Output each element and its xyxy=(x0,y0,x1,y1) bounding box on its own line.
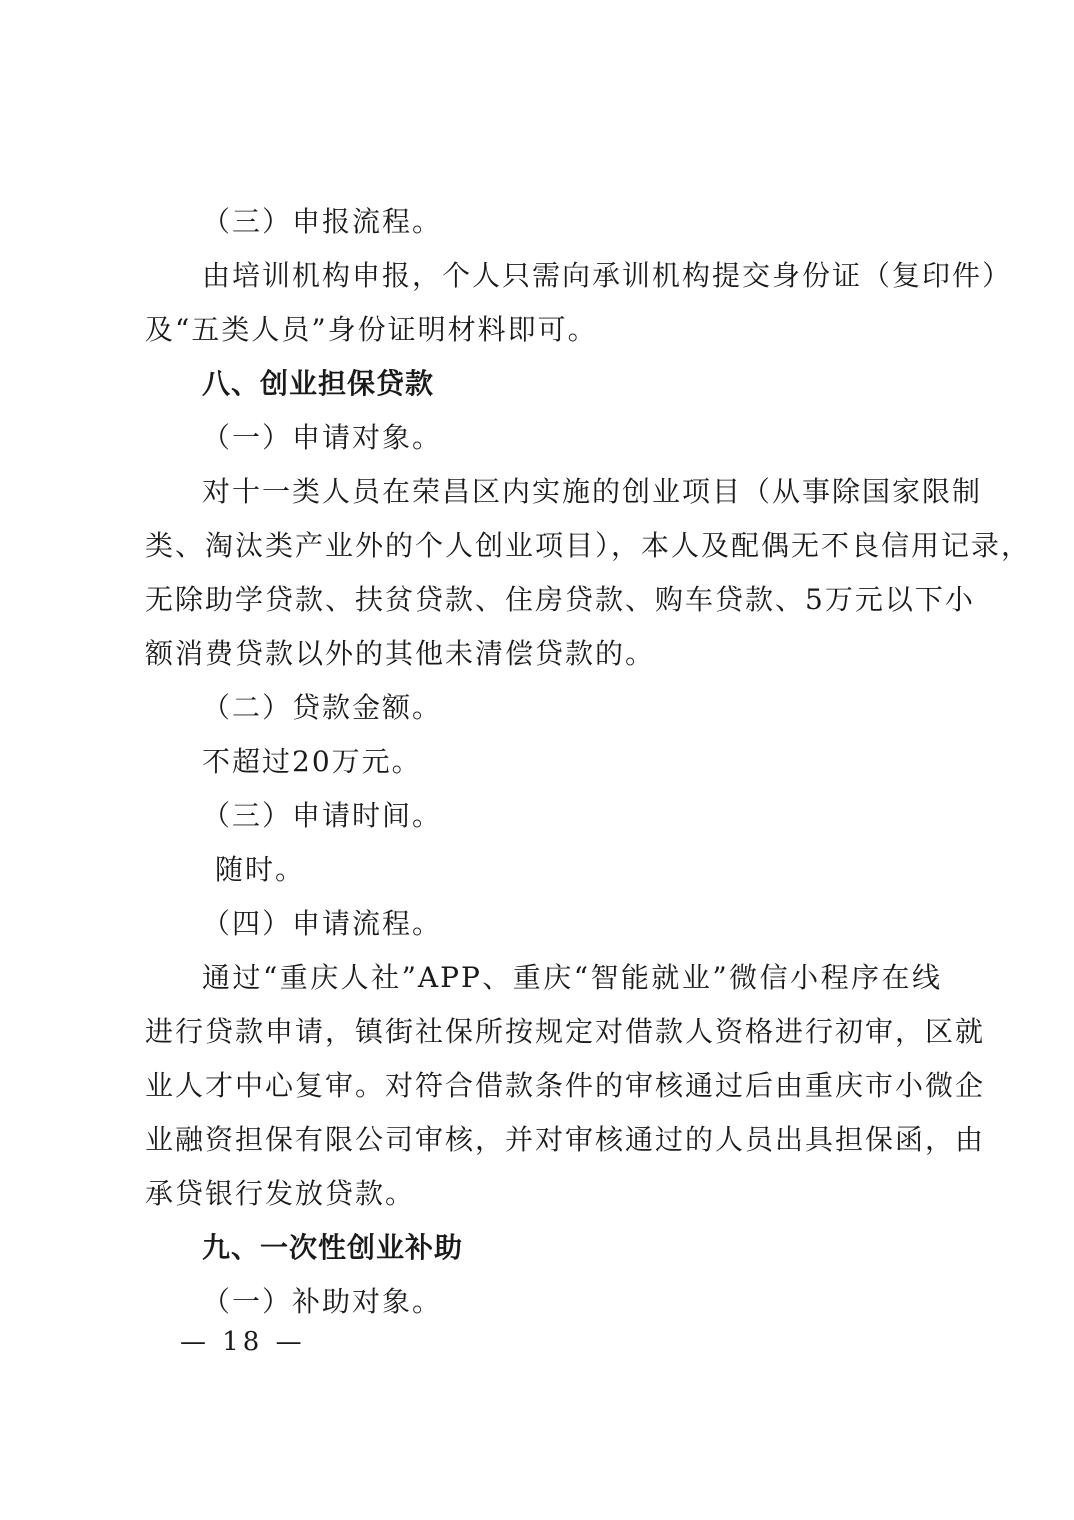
paragraph-line: 通过“重庆人社”APP、重庆“智能就业”微信小程序在线 xyxy=(202,961,942,994)
section-heading-startup-guarantee-loan: 八、创业担保贷款 xyxy=(202,367,435,400)
section-heading-one-time-startup-subsidy: 九、一次性创业补助 xyxy=(202,1231,464,1264)
paragraph-line: 不超过20万元。 xyxy=(202,745,422,778)
subheading-loan-amount: （二）贷款金额。 xyxy=(202,691,443,724)
page-number: — 18 — xyxy=(180,1327,306,1357)
subheading-subsidy-target: （一）补助对象。 xyxy=(202,1285,443,1318)
subheading-declaration-process: （三）申报流程。 xyxy=(202,205,443,238)
paragraph-line: 类、淘汰类产业外的个人创业项目），本人及配偶无不良信用记录， xyxy=(145,529,1032,562)
paragraph-line: 无除助学贷款、扶贫贷款、住房贷款、购车贷款、5万元以下小 xyxy=(145,583,975,616)
paragraph-line: 进行贷款申请，镇街社保所按规定对借款人资格进行初审，区就 xyxy=(145,1015,986,1048)
paragraph-line: 由培训机构申报，个人只需向承训机构提交身份证（复印件） xyxy=(202,259,1013,292)
paragraph-line: 对十一类人员在荣昌区内实施的创业项目（从事除国家限制 xyxy=(202,475,983,508)
paragraph-line: 业融资担保有限公司审核，并对审核通过的人员出具担保函，由 xyxy=(145,1123,986,1156)
paragraph-line: 额消费贷款以外的其他未清偿贷款的。 xyxy=(145,637,656,670)
paragraph-line: 随时。 xyxy=(215,853,306,886)
subheading-application-process: （四）申请流程。 xyxy=(202,907,443,940)
paragraph-line: 承贷银行发放贷款。 xyxy=(145,1177,416,1210)
subheading-application-target: （一）申请对象。 xyxy=(202,421,443,454)
paragraph-line: 及“五类人员”身份证明材料即可。 xyxy=(145,313,598,346)
paragraph-line: 业人才中心复审。对符合借款条件的审核通过后由重庆市小微企 xyxy=(145,1069,986,1102)
subheading-application-time: （三）申请时间。 xyxy=(202,799,443,832)
